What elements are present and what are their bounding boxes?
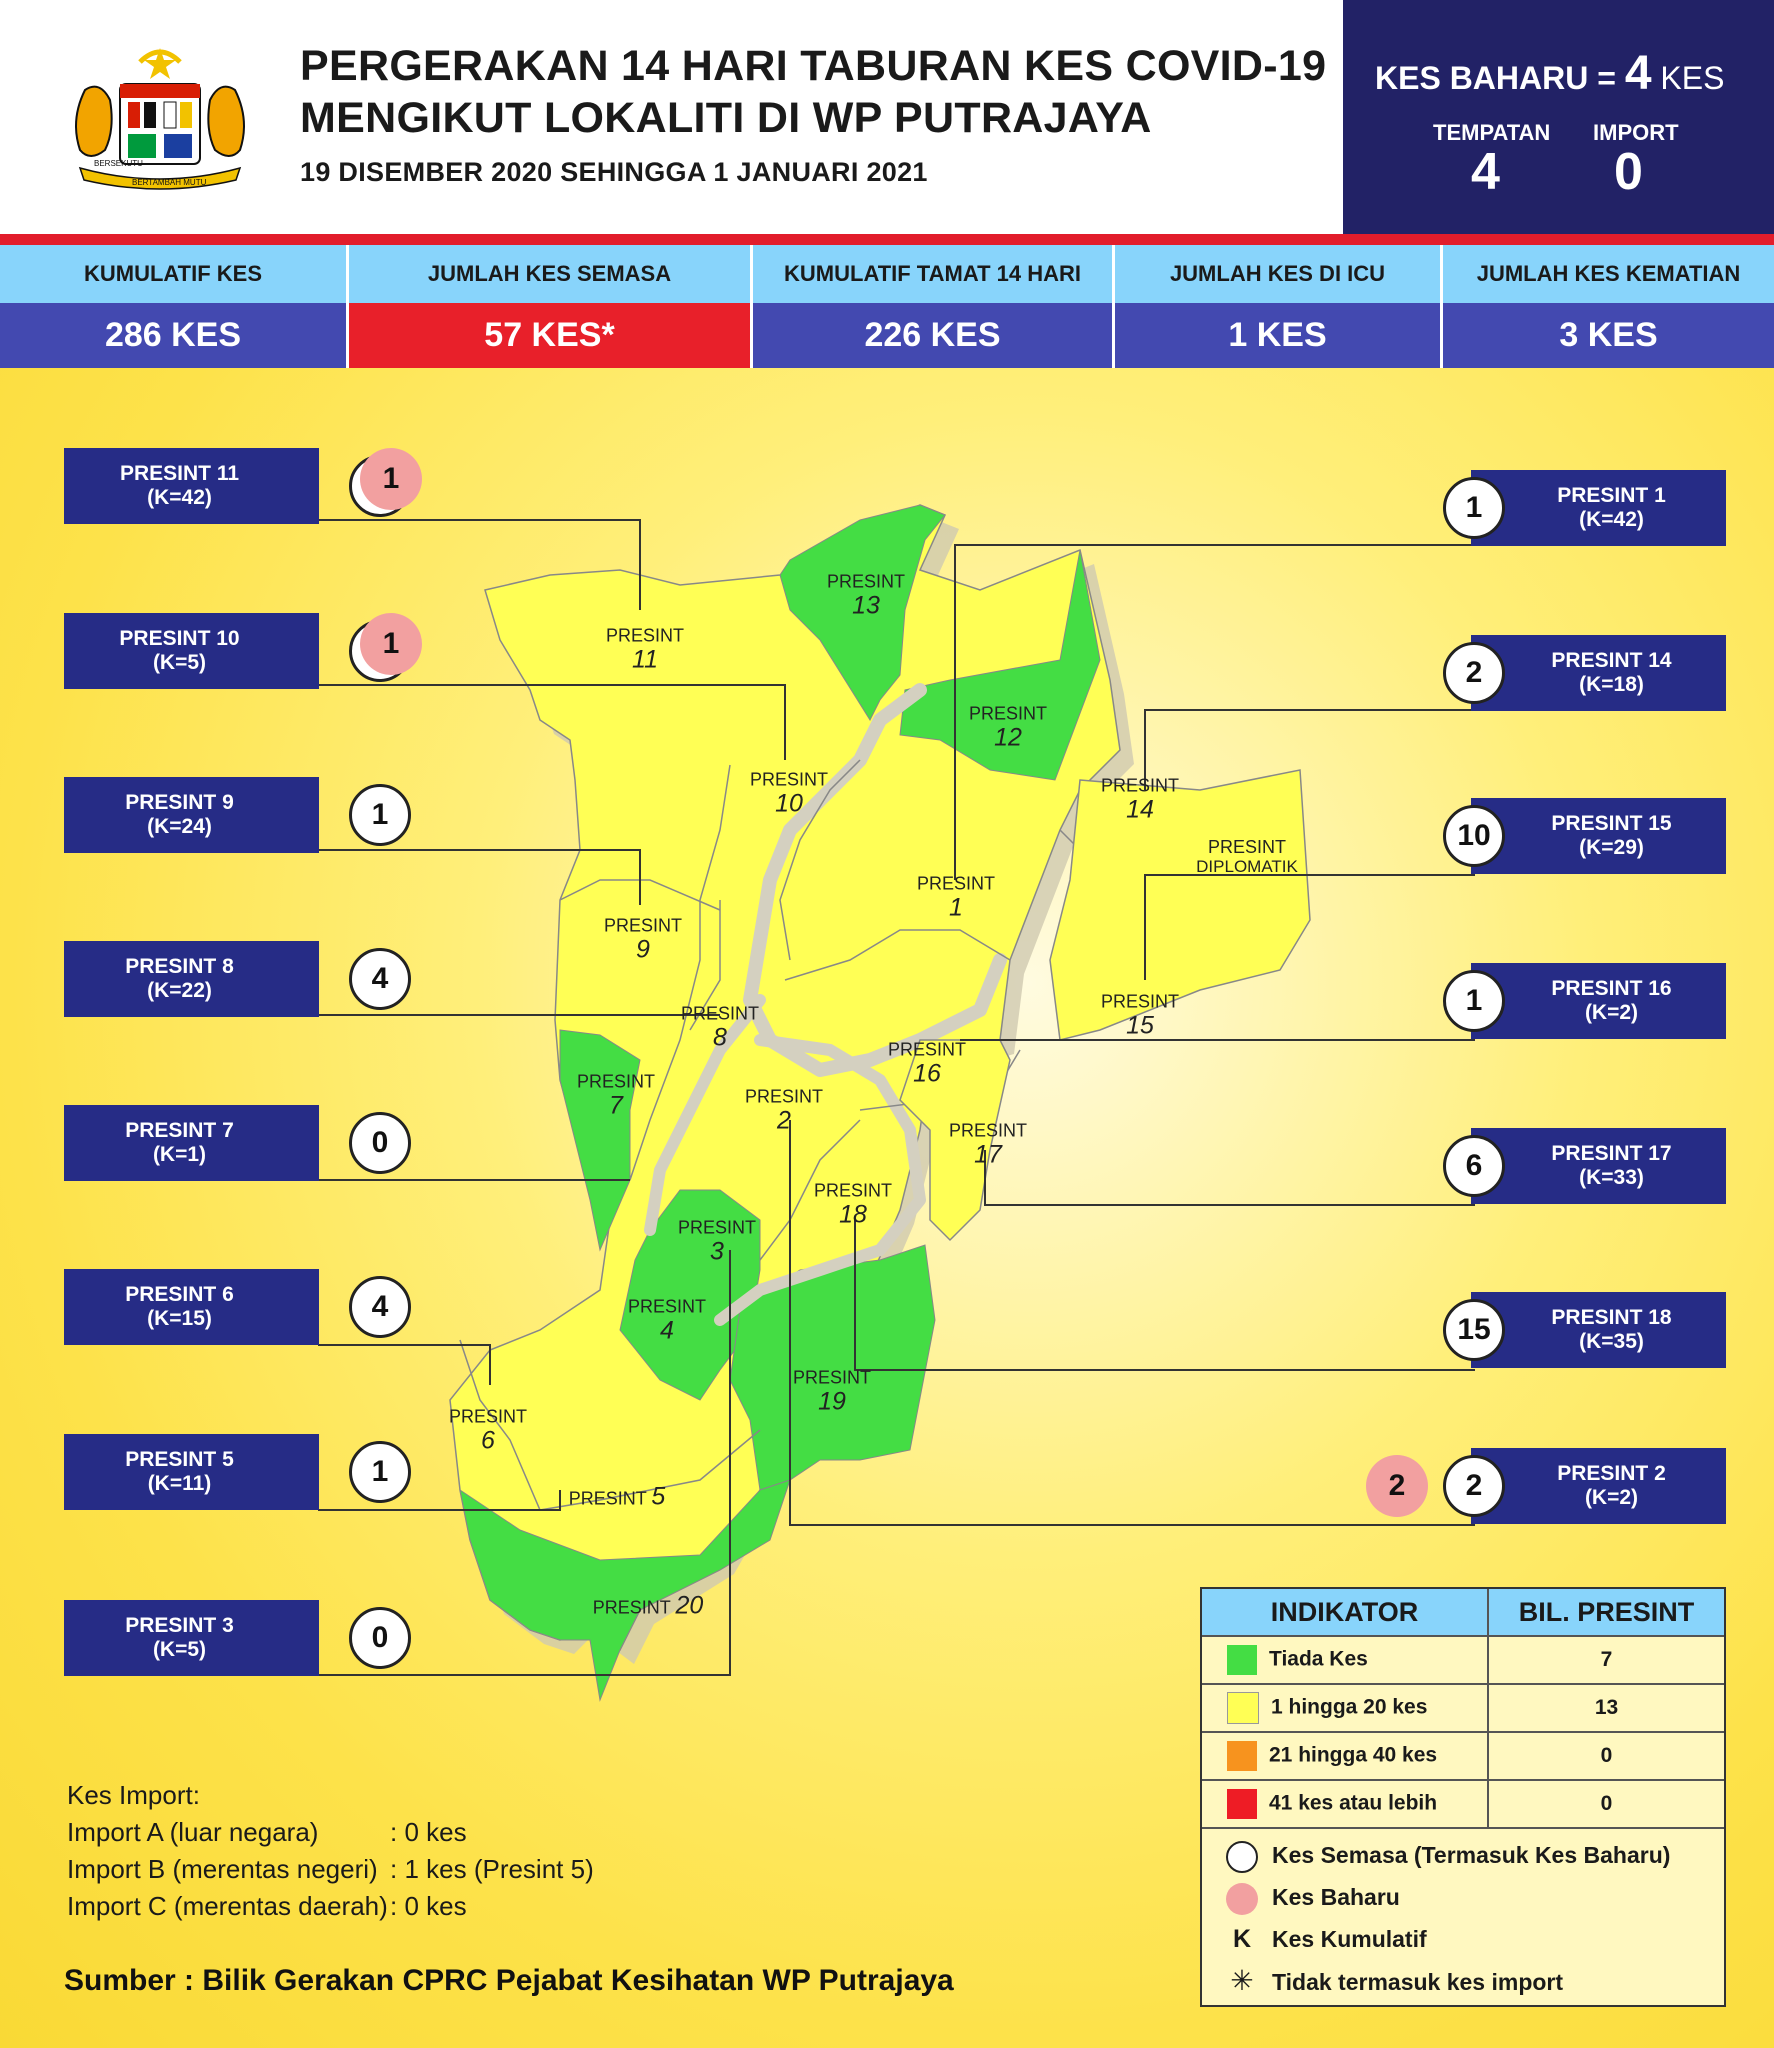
import-value-b: : 1 kes (Presint 5) bbox=[390, 1854, 594, 1884]
new-cases-circle: 1 bbox=[360, 613, 422, 675]
map-label-presint-19: PRESINT 19 bbox=[792, 1367, 872, 1416]
stat-label-icu: JUMLAH KES DI ICU bbox=[1115, 245, 1443, 303]
presint-8-box: PRESINT 8 (K=22) 4 bbox=[64, 941, 414, 1017]
import-row-a: Import A (luar negara) bbox=[67, 1817, 319, 1847]
presint-7-box: PRESINT 7 (K=1) 0 bbox=[64, 1105, 414, 1181]
presint-2-box: PRESINT 2 (K=2) 2 bbox=[1376, 1448, 1726, 1524]
legend-count-mid: 0 bbox=[1488, 1732, 1724, 1780]
region-presint-15-ext bbox=[1050, 770, 1310, 1040]
stat-label-active: JUMLAH KES SEMASA bbox=[349, 245, 753, 303]
active-cases-circle: 0 bbox=[349, 1607, 411, 1669]
active-cases-circle: 4 bbox=[349, 1276, 411, 1338]
map-label-presint-5: PRESINT 5 bbox=[568, 1482, 666, 1511]
title-line-1: PERGERAKAN 14 HARI TABURAN KES COVID-19 bbox=[300, 42, 1327, 90]
presint-14-box: PRESINT 14 (K=18) 2 bbox=[1376, 635, 1726, 711]
active-cases-circle: 1 bbox=[349, 1441, 411, 1503]
map-label-presint-2: PRESINT 2 bbox=[744, 1086, 824, 1135]
active-cases-circle: 0 bbox=[349, 1112, 411, 1174]
import-title: Kes Import: bbox=[67, 1780, 200, 1810]
active-cases-circle: 1 bbox=[1443, 970, 1505, 1032]
map-label-presint-diplomatik: PRESINT DIPLOMATIK bbox=[1196, 836, 1298, 876]
swatch-low bbox=[1227, 1692, 1259, 1724]
local-label: TEMPATAN bbox=[1433, 120, 1551, 145]
map-label-presint-11: PRESINT 11 bbox=[605, 625, 685, 674]
legend-count-low: 13 bbox=[1488, 1684, 1724, 1732]
map-label-presint-3: PRESINT 3 bbox=[677, 1217, 757, 1266]
map-label-presint-9: PRESINT 9 bbox=[603, 915, 683, 964]
presint-11-box: PRESINT 11 (K=42) bbox=[64, 448, 414, 524]
legend-star-row: ✳ Tidak termasuk kes import bbox=[1226, 1960, 1670, 2003]
map-label-presint-14: PRESINT 14 bbox=[1100, 775, 1180, 824]
active-cases-circle: 1 bbox=[1443, 477, 1505, 539]
import-value-a: : 0 kes bbox=[390, 1817, 467, 1847]
active-cases-circle: 15 bbox=[1443, 1299, 1505, 1361]
stat-label-recovered: KUMULATIF TAMAT 14 HARI bbox=[753, 245, 1115, 303]
legend-header-count: BIL. PRESINT bbox=[1488, 1589, 1724, 1636]
map-label-presint-1: PRESINT 1 bbox=[916, 873, 996, 922]
active-cases-circle: 1 bbox=[349, 784, 411, 846]
title-line-2: MENGIKUT LOKALITI DI WP PUTRAJAYA bbox=[300, 94, 1152, 142]
presint-18-box: PRESINT 18 (K=35) 15 bbox=[1376, 1292, 1726, 1368]
presint-6-box: PRESINT 6 (K=15) 4 bbox=[64, 1269, 414, 1345]
active-cases-circle: 4 bbox=[349, 948, 411, 1010]
stat-value-cumulative: 286 KES bbox=[0, 303, 349, 368]
map-label-presint-15: PRESINT 15 bbox=[1100, 991, 1180, 1040]
local-value: 4 bbox=[1471, 143, 1500, 201]
map-label-presint-10: PRESINT 10 bbox=[749, 769, 829, 818]
stat-value-deaths: 3 KES bbox=[1443, 303, 1774, 368]
legend-label-mid: 21 hingga 40 kes bbox=[1269, 1743, 1438, 1767]
import-row-b: Import B (merentas negeri) bbox=[67, 1854, 378, 1884]
stat-label-deaths: JUMLAH KES KEMATIAN bbox=[1443, 245, 1774, 303]
new-cases-circle: 2 bbox=[1366, 1455, 1428, 1517]
swatch-mid bbox=[1227, 1741, 1257, 1771]
presint-9-box: PRESINT 9 (K=24) 1 bbox=[64, 777, 414, 853]
map-label-presint-4: PRESINT 4 bbox=[627, 1296, 707, 1345]
map-label-presint-7: PRESINT 7 bbox=[576, 1071, 656, 1120]
legend-active-row: Kes Semasa (Termasuk Kes Baharu) bbox=[1226, 1834, 1670, 1876]
legend-new-row: Kes Baharu bbox=[1226, 1876, 1670, 1918]
map-label-presint-17: PRESINT 17 bbox=[948, 1120, 1028, 1169]
presint-1-box: PRESINT 1 (K=42) 1 bbox=[1376, 470, 1726, 546]
legend-label-low: 1 hingga 20 kes bbox=[1271, 1695, 1428, 1719]
legend-header-indicator: INDIKATOR bbox=[1202, 1589, 1488, 1636]
new-cases-headline: KES BAHARU = 4 KES bbox=[1375, 47, 1725, 100]
import-value: 0 bbox=[1614, 143, 1643, 201]
map-label-presint-16: PRESINT 16 bbox=[887, 1039, 967, 1088]
stat-value-icu: 1 KES bbox=[1115, 303, 1443, 368]
presint-16-box: PRESINT 16 (K=2) 1 bbox=[1376, 963, 1726, 1039]
import-row-c: Import C (merentas daerah) bbox=[67, 1891, 388, 1921]
stat-value-active: 57 KES* bbox=[349, 303, 753, 368]
active-cases-circle: 2 bbox=[1443, 642, 1505, 704]
map-label-presint-20: PRESINT 20 bbox=[592, 1591, 704, 1620]
active-cases-circle: 6 bbox=[1443, 1135, 1505, 1197]
map-label-presint-18: PRESINT 18 bbox=[813, 1180, 893, 1229]
svg-text:BERSEKUTU: BERSEKUTU bbox=[94, 159, 143, 168]
presint-17-box: PRESINT 17 (K=33) 6 bbox=[1376, 1128, 1726, 1204]
source-credit: Sumber : Bilik Gerakan CPRC Pejabat Kesihatan WP Putrajaya bbox=[64, 1964, 954, 1997]
map-label-presint-6: PRESINT 6 bbox=[448, 1406, 528, 1455]
white-circle-icon bbox=[1226, 1841, 1258, 1873]
presint-3-box: PRESINT 3 (K=5) 0 bbox=[64, 1600, 414, 1676]
map-label-presint-12: PRESINT 12 bbox=[968, 703, 1048, 752]
new-cases-circle: 1 bbox=[360, 448, 422, 510]
legend-count-high: 0 bbox=[1488, 1780, 1724, 1828]
legend-count-no-cases: 7 bbox=[1488, 1636, 1724, 1684]
asterisk-icon: ✳ bbox=[1230, 1965, 1254, 1996]
presint-10-box: PRESINT 10 (K=5) bbox=[64, 613, 414, 689]
legend-label-no-cases: Tiada Kes bbox=[1269, 1647, 1368, 1671]
swatch-no-cases bbox=[1227, 1645, 1257, 1675]
active-cases-circle: 2 bbox=[1443, 1455, 1505, 1517]
map-label-presint-8: PRESINT 8 bbox=[680, 1003, 760, 1052]
svg-text:BERTAMBAH MUTU: BERTAMBAH MUTU bbox=[132, 178, 207, 187]
swatch-high bbox=[1227, 1789, 1257, 1819]
presint-5-box: PRESINT 5 (K=11) 1 bbox=[64, 1434, 414, 1510]
legend-k-row: K Kes Kumulatif bbox=[1232, 1925, 1427, 1953]
stat-value-recovered: 226 KES bbox=[753, 303, 1115, 368]
active-cases-circle: 10 bbox=[1443, 805, 1505, 867]
date-range: 19 DISEMBER 2020 SEHINGGA 1 JANUARI 2021 bbox=[300, 157, 928, 187]
import-value-c: : 0 kes bbox=[390, 1891, 467, 1921]
legend bbox=[1200, 1587, 1726, 2007]
map-label-presint-13: PRESINT 13 bbox=[826, 571, 906, 620]
stat-label-cumulative: KUMULATIF KES bbox=[0, 245, 349, 303]
presint-15-box: PRESINT 15 (K=29) 10 bbox=[1376, 798, 1726, 874]
pink-circle-icon bbox=[1226, 1883, 1258, 1915]
legend-label-high: 41 kes atau lebih bbox=[1269, 1791, 1438, 1815]
import-label: IMPORT bbox=[1593, 120, 1679, 145]
